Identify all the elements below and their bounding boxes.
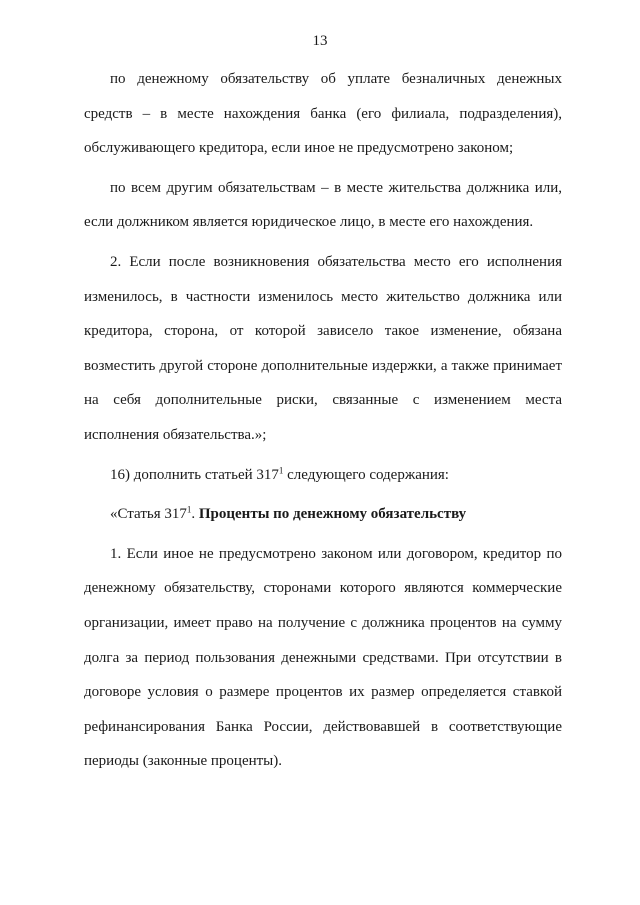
article-prefix: «Статья 317	[110, 506, 187, 523]
paragraph-other-obligations: по всем другим обязательствам – в месте жительства должника или, если должником является юридическое лицо, в месте его нахождения.	[84, 179, 562, 231]
amendment-superscript: 1	[278, 465, 284, 476]
amendment-text-start: 16) дополнить статьей 317	[110, 466, 279, 483]
article-heading	[84, 497, 562, 532]
article-title: Проценты по денежному обязательству	[198, 506, 467, 523]
paragraph-change-of-place: 2. Если после возникновения обязательства место его исполнения изменилось, в частности изменилось место жительство должника или кредитора, сторона, от которой зависело такое изменение, обязана возместить другой стороне дополнительные издержки, а также принимает на себя дополнительные риски, связанные с изменением места исполнения обязательства.»;	[84, 253, 562, 443]
article-superscript: 1	[186, 504, 192, 515]
amendment-text-end: следующего содержания:	[283, 466, 449, 483]
paragraph-statutory-interest: 1. Если иное не предусмотрено законом или договором, кредитор по денежному обязательству, сторонами которого являются коммерческие организации, имеет право на получение с должника процентов на сумму долга за период пользования денежными средствами. При отсутствии в договоре условия о размере процентов их размер определяется ставкой рефинансирования Банка России, действовавшей в соответствующие периоды (законные проценты).	[84, 545, 562, 770]
document-body	[84, 62, 562, 779]
paragraph-cashless-obligation: по денежному обязательству об уплате безналичных денежных средств – в месте нахождения банка (его филиала, подразделения), обслуживающего кредитора, если иное не предусмотрено законом;	[84, 71, 562, 157]
page-number: 13	[312, 33, 328, 49]
article-dot: .	[191, 506, 199, 523]
paragraph-amendment-16	[84, 458, 562, 493]
